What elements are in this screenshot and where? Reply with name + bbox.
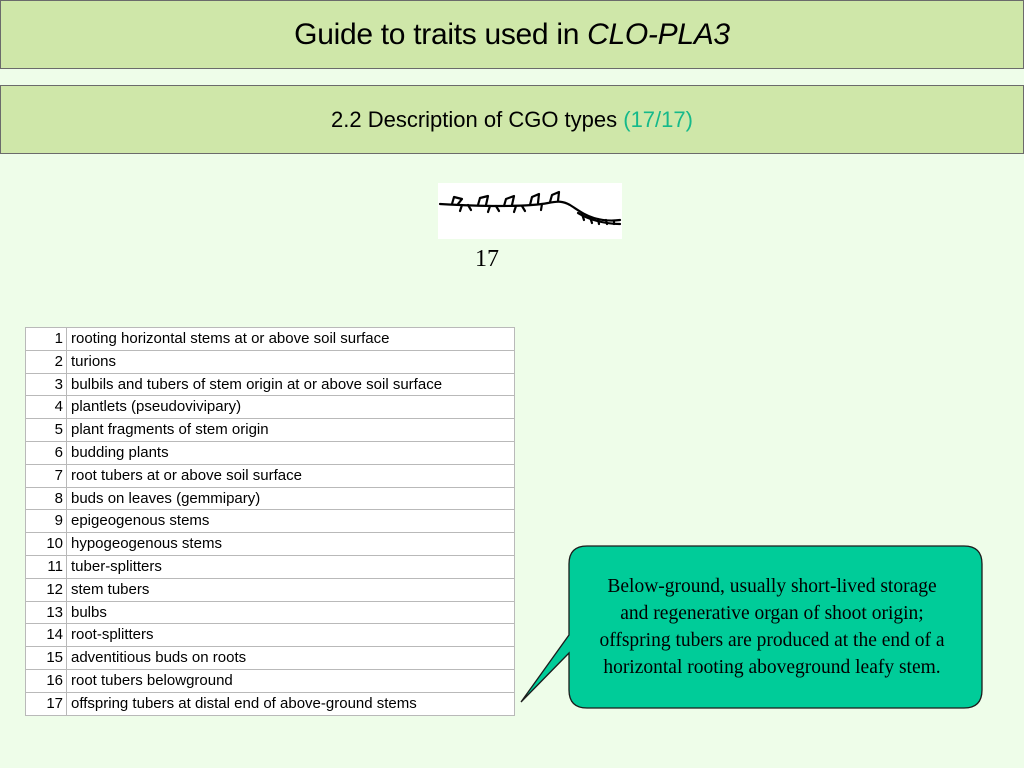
cgo-types-table [25,327,515,716]
table-row [26,419,515,442]
row-description: adventitious buds on roots [67,647,515,670]
table-row [26,601,515,624]
row-number: 11 [26,555,67,578]
row-number: 5 [26,419,67,442]
table-row [26,692,515,715]
row-number: 13 [26,601,67,624]
table-row [26,647,515,670]
row-description: stem tubers [67,578,515,601]
slide-title: Guide to traits used in CLO-PLA3 [294,17,730,51]
callout-text [564,573,980,681]
figure-number: 17 [475,246,499,272]
table-row [26,328,515,351]
row-number: 6 [26,441,67,464]
table-row [26,555,515,578]
table-row [26,533,515,556]
row-number: 2 [26,350,67,373]
row-description: tuber-splitters [67,555,515,578]
table-row [26,578,515,601]
stem-with-tuber-drawing [438,183,622,239]
row-number: 15 [26,647,67,670]
row-description: root tubers at or above soil surface [67,464,515,487]
row-description: bulbs [67,601,515,624]
subtitle-ratio: (17/17) [623,106,693,132]
table-row [26,487,515,510]
table-row [26,624,515,647]
slide-subtitle: 2.2 Description of CGO types (17/17) [331,106,693,132]
row-description: buds on leaves (gemmipary) [67,487,515,510]
title-emphasis: CLO-PLA3 [587,17,730,51]
row-number: 4 [26,396,67,419]
row-description: bulbils and tubers of stem origin at or above soil surface [67,373,515,396]
row-number: 14 [26,624,67,647]
row-number: 8 [26,487,67,510]
row-description: budding plants [67,441,515,464]
callout-line: Below-ground, usually short-lived storage [607,576,937,597]
row-number: 10 [26,533,67,556]
table-row [26,396,515,419]
callout-line: and regenerative organ of shoot origin; [620,603,924,624]
title-bar [0,0,1024,69]
row-description: turions [67,350,515,373]
callout-line: offspring tubers are produced at the end of a [599,630,945,651]
cgo-type-17-illustration [438,183,622,239]
row-description: hypogeogenous stems [67,533,515,556]
row-description: root-splitters [67,624,515,647]
row-number: 3 [26,373,67,396]
row-number: 12 [26,578,67,601]
description-callout [519,545,983,710]
table-row [26,350,515,373]
row-description: root tubers belowground [67,669,515,692]
row-number: 16 [26,669,67,692]
row-number: 17 [26,692,67,715]
row-number: 7 [26,464,67,487]
table-row [26,669,515,692]
callout-line: horizontal rooting aboveground leafy stem. [603,657,941,678]
row-number: 9 [26,510,67,533]
table-row [26,510,515,533]
subtitle-bar [0,85,1024,154]
table-row [26,464,515,487]
row-number: 1 [26,328,67,351]
row-description: plant fragments of stem origin [67,419,515,442]
row-description: offspring tubers at distal end of above-ground stems [67,692,515,715]
row-description: rooting horizontal stems at or above soil surface [67,328,515,351]
row-description: plantlets (pseudovivipary) [67,396,515,419]
table-row [26,373,515,396]
table-row [26,441,515,464]
row-description: epigeogenous stems [67,510,515,533]
